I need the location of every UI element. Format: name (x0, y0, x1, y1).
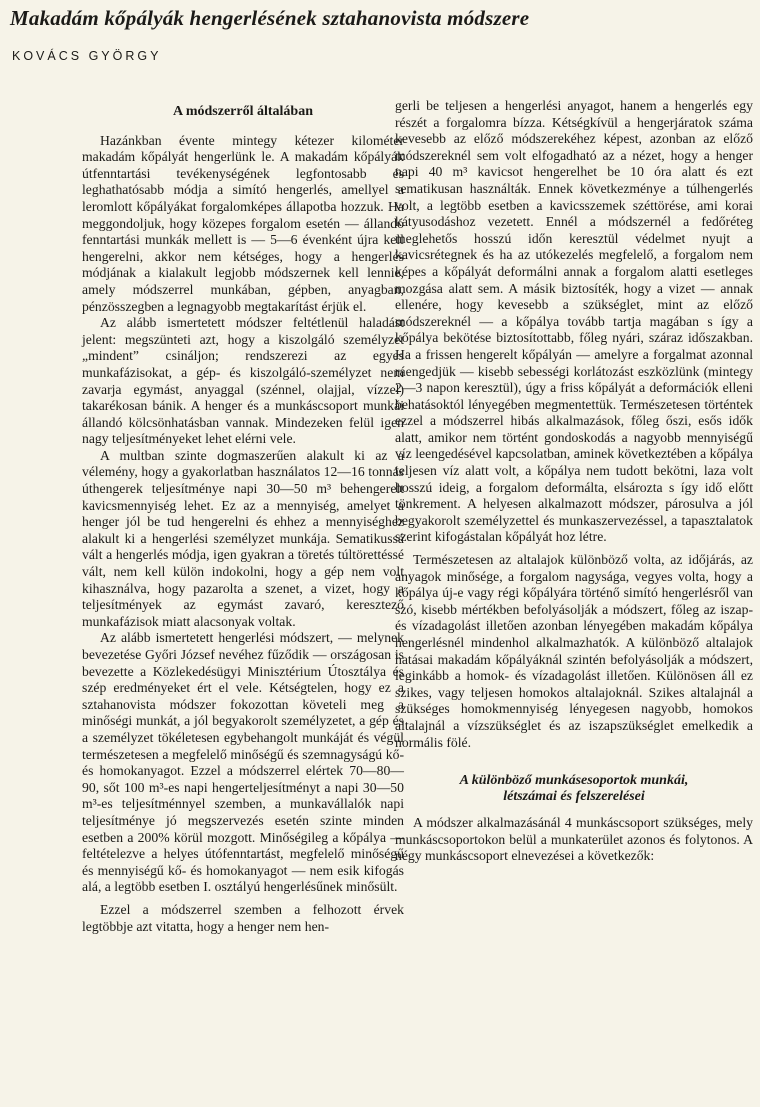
author-name: KOVÁCS GYÖRGY (12, 49, 162, 63)
subheading-line: A különböző munkásesoportok munkái, (459, 773, 689, 789)
article-title: Makadám kőpályák hengerlésének sztahanovista módszere (10, 6, 530, 30)
paragraph: Hazánkban évente mintegy kétezer kilométer makadám kőpályát hengerlünk le. A makadám kőpályák útfenntartási tevékenységének legfontosabb és leghathatósabb módja a simító hengerlés, amellyel a leromlott kőpályákat forgalomképes állapotba hozzuk. Ha meggondoljuk, hogy közepes forgalom esetén — állandó fenntartási munkák mellett is — 5—6 évenként újra kell hengerelni, akkor nem kétséges, hogy a hengerlés módjának a kialakult legjobb módszernek kell lennie, amely módszerrel munkában, gépben, anyagban, pénzösszegben a legnagyobb megtakarítást érjük el. (82, 132, 404, 314)
paragraph: Az alább ismertetett hengerlési módszert, — melynek bevezetése Győri József nevéhez fűződik — országosan is bevezette a Közlekedésügyi Minisztérium Útosztálya és szép eredményeket ért el vele. Kétségtelen, hogy ez a sztahanovista módszer fokozottan követeli meg a minőségi munkát, a jól begyakorolt személyzetet, a gép és a személyzet tökéletesen egybehangolt munkáját és végül természetesen a megfelelő minőségű és szemnagyságú kő- és homokanyagot. Ezzel a módszerrel elértek 70—80—90, sőt 100 m³-es napi hengerteljesítményt a napi 30—50 m³-es teljesítménnyel szemben, a munkavállalók napi teljesítménye jó megszervezés esetén szinte minden esetben a 200% körül mozgott. Minőségileg a kőpálya — feltételezve a helyes útófenntartást, megfelelő minőségű és mennyiségű kő- és homokanyagot — nem esik kifogás alá, a legtöbb esetben I. osztályú hengerlésűnek minősült. (82, 630, 404, 895)
paragraph: Ezzel a módszerrel szemben a felhozott érvek legtöbbje azt vitatta, hogy a henger nem hen- (82, 901, 404, 934)
right-column (395, 98, 753, 865)
section-heading: A módszerről általában (173, 104, 313, 119)
section-subheading (395, 773, 753, 805)
subheading-line: létszámai és felszerelései (503, 789, 645, 805)
left-column (82, 92, 404, 935)
paragraph: A módszer alkalmazásánál 4 munkáscsoport szükséges, mely munkáscsoportokon belül a munkaterület azonos és folytonos. A négy munkáscsoport elnevezései a következők: (395, 815, 753, 864)
paragraph: Az alább ismertetett módszer feltétlenül haladást jelent: megszünteti azt, hogy a kiszolgáló személyzet „mindent” csináljon; rendszerezi az egyes munkafázisokat, a gép- és kiszolgáló-személyzet nem zavarja egymást, anyaggal (szénnel, olajjal, vízzel) takarékosan bánik. A henger és a munkáscsoport munkái állandó kölcsönhatásban vannak. Mindezeken felül igen nagy teljesítményeket lehet elérni vele. (82, 315, 404, 447)
paragraph: gerli be teljesen a hengerlési anyagot, hanem a hengerlés egy részét a forgalomra bízza. Kétségkívül a hengerjáratok száma kevesebb az előző módszerekéhez képest, azonban az előző módszereknél sem volt elfogadható az a nézet, hogy a henger napi 40 m³ kavicsot hengerelhet be 10 óra alatt és ezt sematikusan használták. Ennek következménye a túlhengerlés volt, a legtöbb esetben a kavicsszemek széttörése, ami korai kátyusodáshoz vezetett. Ennél a módszernél a fedőréteg meglehetős hosszú időn keresztül védelmet nyujt a kavicsrétegnek és ha az utókezelés megfelelő, a forgalom nem képes a kőpályát deformálni annak a forgalom alatti esetleges mozgása alatt sem. A másik biztosíték, hogy a vizet — annak ellenére, hogy kevesebb a szükséglet, mint az előző módszereknél — a kőpálya tovább tartja magában s így a kőpálya bekötése biztosítottabb, főleg nyári, száraz időszakban. Ha a frissen hengerelt kőpályán — amelyre a forgalmat azonnal ráengedjük — kisebb sebességi korlátozást eszközlünk (mintegy 2—3 napon keresztül), úgy a friss kőpályát a deformációk elleni behatásoktól lényegében megmentettük. Természetesen történtek ezzel a módszerrel hibás alkalmazások, főleg őszi, esős idők alatt, amikor nem történt gondoskodás a nagyobb mennyiségű víz leengedésével kapcsolatban, aminek következtében a kőpálya teljesen víz alatt volt, a kőpálya nem tudott bekötni, laza volt hosszú ideig, a forgalom deformálta, elsározta s így idő előtt tönkrement. A helyesen alkalmazott módszer, párosulva a jól begyakorolt személyzettel és munkaszervezéssel, a tapasztalatok szerint kifogástalan kőpályát hoz létre. (395, 98, 753, 545)
paragraph: A multban szinte dogmaszerűen alakult ki az a vélemény, hogy a gyakorlatban használatos 12—16 tonnás úthengerek teljesítménye napi 30—50 m³ behengerelt kavicsmennyiség lehet. Ez az a mennyiség, amelyet a henger jól be tud hengerelni és ehhez a mennyiséghez alakult ki a hengerlési személyzet munkája. Sematikussá vált a hengerlés módja, igen gyakran a töretés túltörettéssé vált, nem kell külön indokolni, hogy a gép nem volt kihasználva, hogy pazarolta a szenet, a vizet, hogy a teljesítmények az egymást zavaró, keresztező munkafázisok miatt alacsonyak voltak. (82, 447, 404, 629)
paragraph: Természetesen az altalajok különböző volta, az időjárás, az anyagok minősége, a forgalom nagysága, vegyes volta, hogy a kőpálya új-e vagy régi kőpályára történő simító hengerlésről van szó, kisebb mértékben befolyásolják a módszert, főleg az iszap- és vízadagolást illetően azonban lényegében makadám kőpálya hengerlésnél mindenhol alkalmazhatók. A különböző altalajok hatásai makadám kőpályáknál szintén befolyásolják a módszert, leginkább a homok- és vízadagolást illetően. Különösen áll ez szikes, vagy teljesen homokos altalajoknál. Szikes altalajnál a szükséges homokmennyiség lényegesen nagyobb, homokos altalajnál a vízszükséglet és az iszapszükséglet emelkedik a normális fölé. (395, 552, 753, 750)
